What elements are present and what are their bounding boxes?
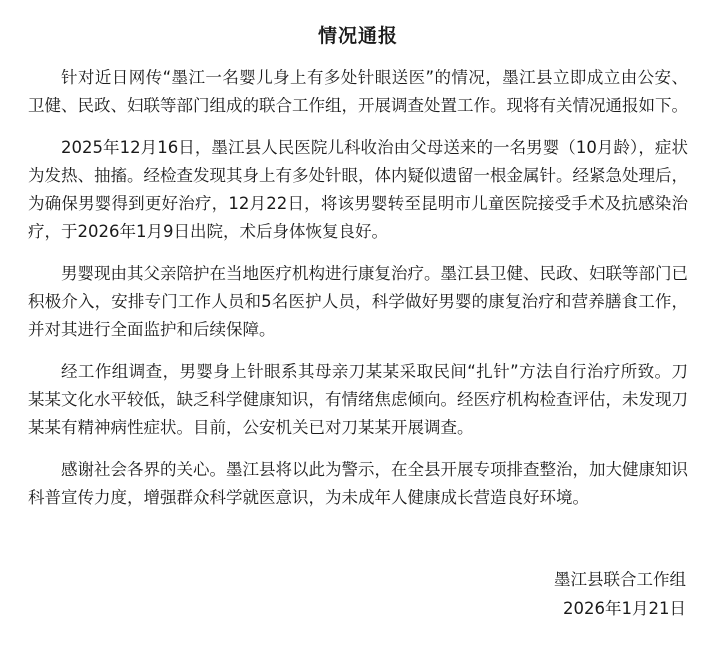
notice-document xyxy=(28,22,688,526)
paragraph-care: 男婴现由其父亲陪护在当地医疗机构进行康复治疗。墨江县卫健、民政、妇联等部门已积极介入，安排专门工作人员和5名医护人员，科学做好男婴的康复治疗和营养膳食工作，并对其进行全面监护和后续保障。 xyxy=(28,264,688,339)
signature-date: 2026年1月21日 xyxy=(563,599,686,618)
paragraph-closing: 感谢社会各界的关心。墨江县将以此为警示，在全县开展专项排查整治，加大健康知识科普宣传力度，增强群众科学就医意识，为未成年人健康成长营造良好环境。 xyxy=(28,460,688,507)
paragraph-incident: 2025年12月16日，墨江县人民医院儿科收治由父母送来的一名男婴（10月龄），症状为发热、抽搐。经检查发现其身上有多处针眼，体内疑似遗留一根金属针。经紧急处理后，为确保男婴得到更好治疗，12月22日，将该男婴转至昆明市儿童医院接受手术及抗感染治疗，于2026年1月9日出院，术后身体恢复良好。 xyxy=(28,138,688,241)
notice-title: 情况通报 xyxy=(317,25,398,47)
paragraph-intro: 针对近日网传“墨江一名婴儿身上有多处针眼送医”的情况，墨江县立即成立由公安、卫健、民政、妇联等部门组成的联合工作组，开展调查处置工作。现将有关情况通报如下。 xyxy=(28,68,688,115)
signature-organization: 墨江县联合工作组 xyxy=(554,570,686,589)
signature-block xyxy=(554,565,686,623)
paragraph-investigation: 经工作组调查，男婴身上针眼系其母亲刀某某采取民间“扎针”方法自行治疗所致。刀某某文化水平较低，缺乏科学健康知识，有情绪焦虑倾向。经医疗机构检查评估，未发现刀某某有精神病性症状。目前，公安机关已对刀某某开展调查。 xyxy=(28,362,688,437)
